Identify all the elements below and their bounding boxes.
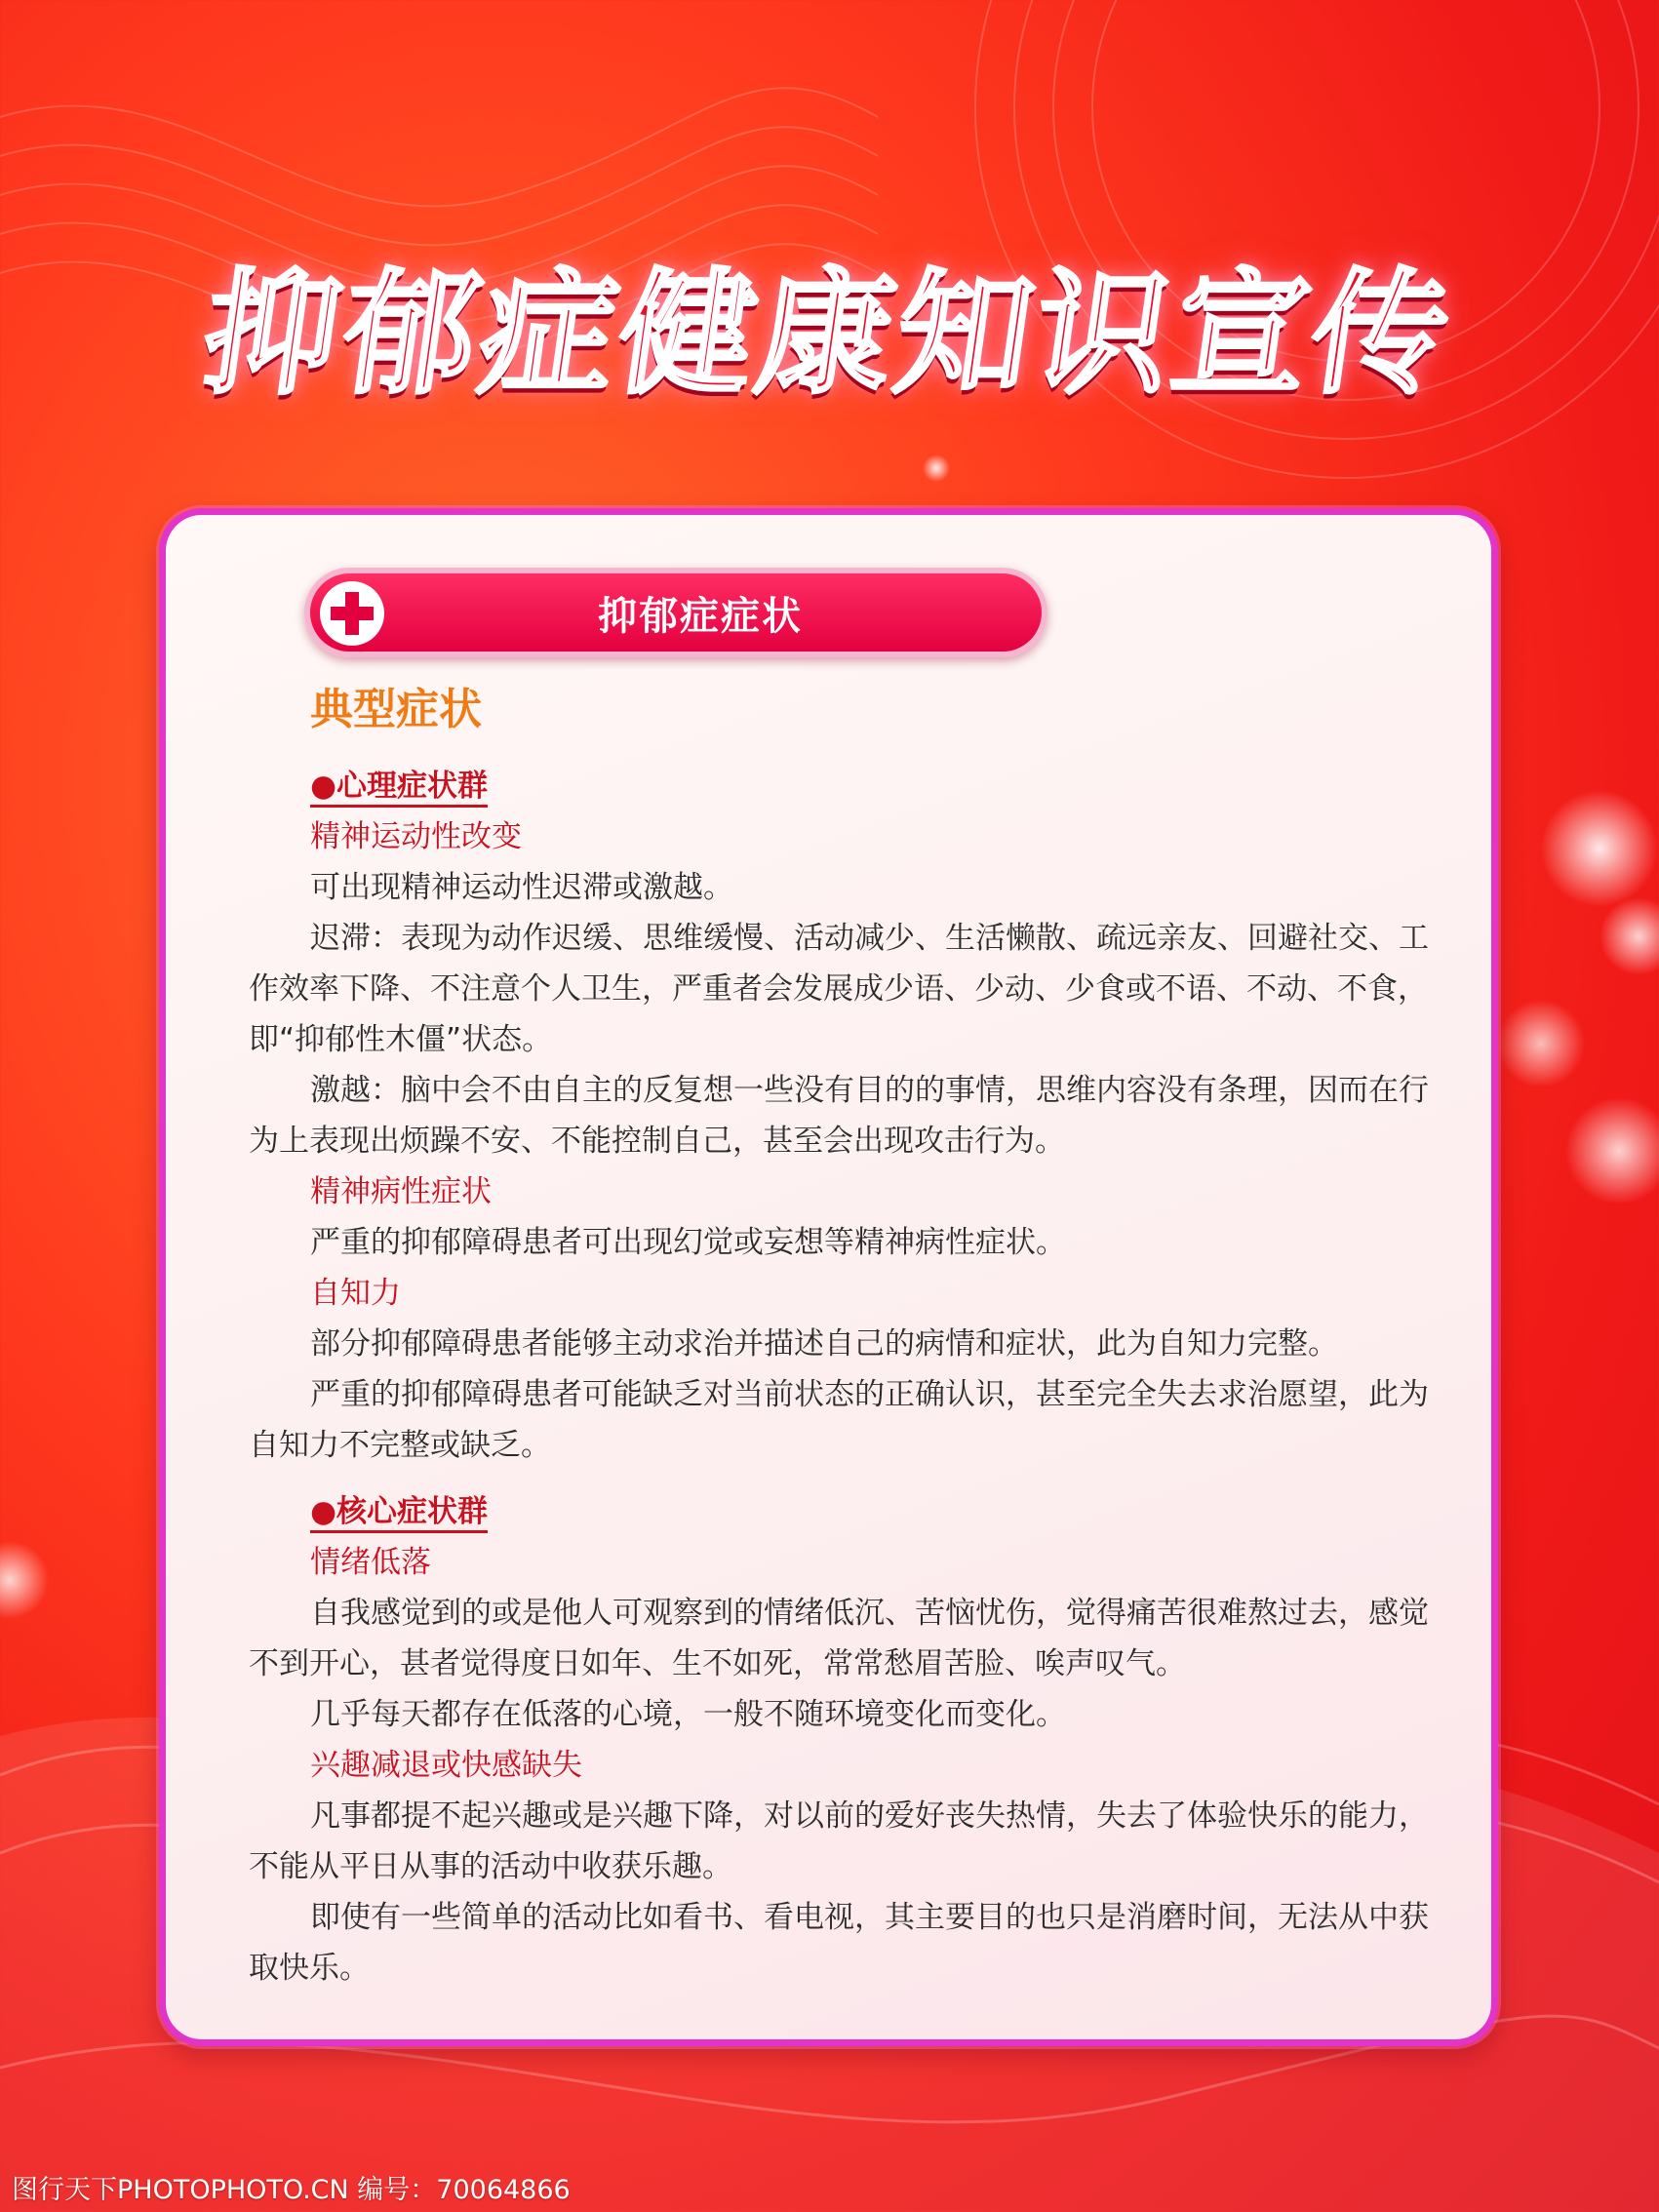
- group-title: ●核心症状群: [249, 1486, 1443, 1537]
- paragraph: 凡事都提不起兴趣或是兴趣下降，对以前的爱好丧失热情，失去了体验快乐的能力，不能从平日从事的活动中收获乐趣。: [249, 1798, 1429, 1884]
- symptom-subtitle: 情绪低落: [310, 1545, 431, 1580]
- content-panel: [159, 508, 1498, 2046]
- symptom-subtitle: 自知力: [310, 1276, 401, 1311]
- poster-title: 抑郁症健康知识宣传: [193, 256, 1463, 413]
- section-body: [249, 681, 1443, 1994]
- symptom-subtitle: 精神运动性改变: [310, 819, 522, 854]
- section-title: 抑郁症症状: [598, 593, 803, 639]
- section-header: [304, 568, 1047, 657]
- paragraph: 迟滞：表现为动作迟缓、思维缓慢、活动减少、生活懒散、疏远亲友、回避社交、工作效率下降、不注意个人卫生，严重者会发展成少语、少动、少食或不语、不动、不食，即“抑郁性木僵”状态。: [249, 921, 1429, 1057]
- paragraph: 部分抑郁障碍患者能够主动求治并描述自己的病情和症状，此为自知力完整。: [310, 1326, 1338, 1362]
- red-cross-icon: [320, 581, 384, 646]
- symptom-subtitle: 精神病性症状: [310, 1174, 492, 1209]
- paragraph: 自我感觉到的或是他人可观察到的情绪低沉、苦恼忧伤，觉得痛苦很难熬过去，感觉不到开心，甚者觉得度日如年、生不如死，常常愁眉苦脸、唉声叹气。: [249, 1596, 1429, 1681]
- paragraph: 激越：脑中会不由自主的反复想一些没有目的的事情，思维内容没有条理，因而在行为上表现出烦躁不安、不能控制自己，甚至会出现攻击行为。: [249, 1073, 1429, 1159]
- watermark: 图行天下PHOTOPHOTO.CN 编号：70064866: [12, 2175, 571, 2205]
- paragraph: 严重的抑郁障碍患者可能缺乏对当前状态的正确认识，甚至完全失去求治愿望，此为自知力不完整或缺乏。: [249, 1377, 1429, 1463]
- paragraph: 即使有一些简单的活动比如看书、看电视，其主要目的也只是消磨时间，无法从中获取快乐。: [249, 1900, 1429, 1986]
- section-heading: 典型症状: [310, 685, 482, 734]
- symptom-subtitle: 兴趣减退或快感缺失: [310, 1748, 582, 1783]
- paragraph: 几乎每天都存在低落的心境，一般不随环境变化而变化。: [310, 1697, 1066, 1732]
- group-title: ●心理症状群: [249, 761, 1443, 811]
- paragraph: 严重的抑郁障碍患者可出现幻觉或妄想等精神病性症状。: [310, 1225, 1066, 1260]
- paragraph: 可出现精神运动性迟滞或激越。: [310, 870, 733, 905]
